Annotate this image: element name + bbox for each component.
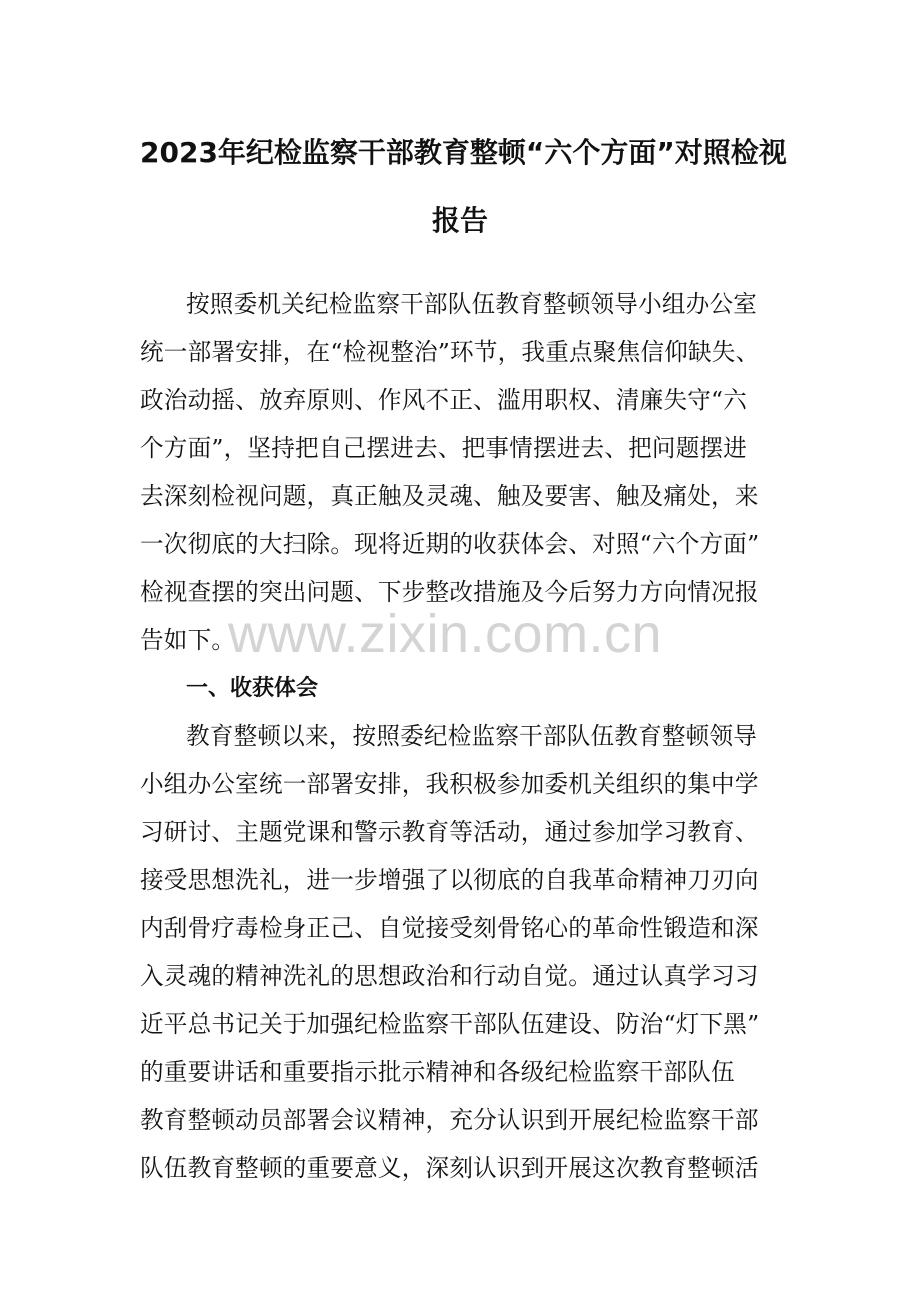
paragraph-1-line: 统一部署安排，在“检视整治”环节，我重点聚焦信仰缺失、 (140, 338, 760, 366)
paragraph-1-line: 检视查摆的突出问题、下步整改措施及今后努力方向情况报 (140, 578, 759, 606)
paragraph-2-line: 小组办公室统一部署安排，我积极参加委机关组织的集中学 (140, 770, 759, 798)
watermark: www.zixin.com.cn (228, 604, 663, 664)
paragraph-1-line: 政治动摇、放弃原则、作风不正、滥用职权、清廉失守“六 (140, 386, 748, 414)
document-title-line-1: 2023年纪检监察干部教育整顿“六个方面”对照检视 (140, 136, 787, 169)
paragraph-2-line: 的重要讲话和重要指示批示精神和各级纪检监察干部队伍 (140, 1058, 735, 1086)
paragraph-2-line: 教育整顿动员部署会议精神，充分认识到开展纪检监察干部 (140, 1106, 759, 1134)
section-heading: 一、收获体会 (186, 676, 319, 701)
paragraph-2-line: 习研讨、主题党课和警示教育等活动，通过参加学习教育、 (140, 818, 759, 846)
paragraph-1-line: 告如下。 (140, 626, 236, 654)
paragraph-1-line: 个方面”，坚持把自己摆进去、把事情摆进去、把问题摆进 (140, 434, 748, 462)
paragraph-2-line: 教育整顿以来，按照委纪检监察干部队伍教育整顿领导 (186, 722, 758, 750)
paragraph-1-line: 按照委机关纪检监察干部队伍教育整顿领导小组办公室 (186, 290, 758, 318)
paragraph-2-line: 入灵魂的精神洗礼的思想政治和行动自觉。通过认真学习习 (140, 962, 759, 990)
paragraph-2-line: 接受思想洗礼，进一步增强了以彻底的自我革命精神刀刃向 (140, 866, 759, 894)
paragraph-2-line: 内刮骨疗毒检身正己、自觉接受刻骨铭心的革命性锻造和深 (140, 914, 759, 942)
document-title-line-2: 报告 (431, 204, 488, 237)
paragraph-2-line: 近平总书记关于加强纪检监察干部队伍建设、防治“灯下黑” (140, 1010, 760, 1038)
paragraph-1-line: 一次彻底的大扫除。现将近期的收获体会、对照“六个方面” (140, 530, 760, 558)
paragraph-1-line: 去深刻检视问题，真正触及灵魂、触及要害、触及痛处，来 (140, 482, 759, 510)
paragraph-2-line: 队伍教育整顿的重要意义，深刻认识到开展这次教育整顿活 (140, 1154, 759, 1182)
